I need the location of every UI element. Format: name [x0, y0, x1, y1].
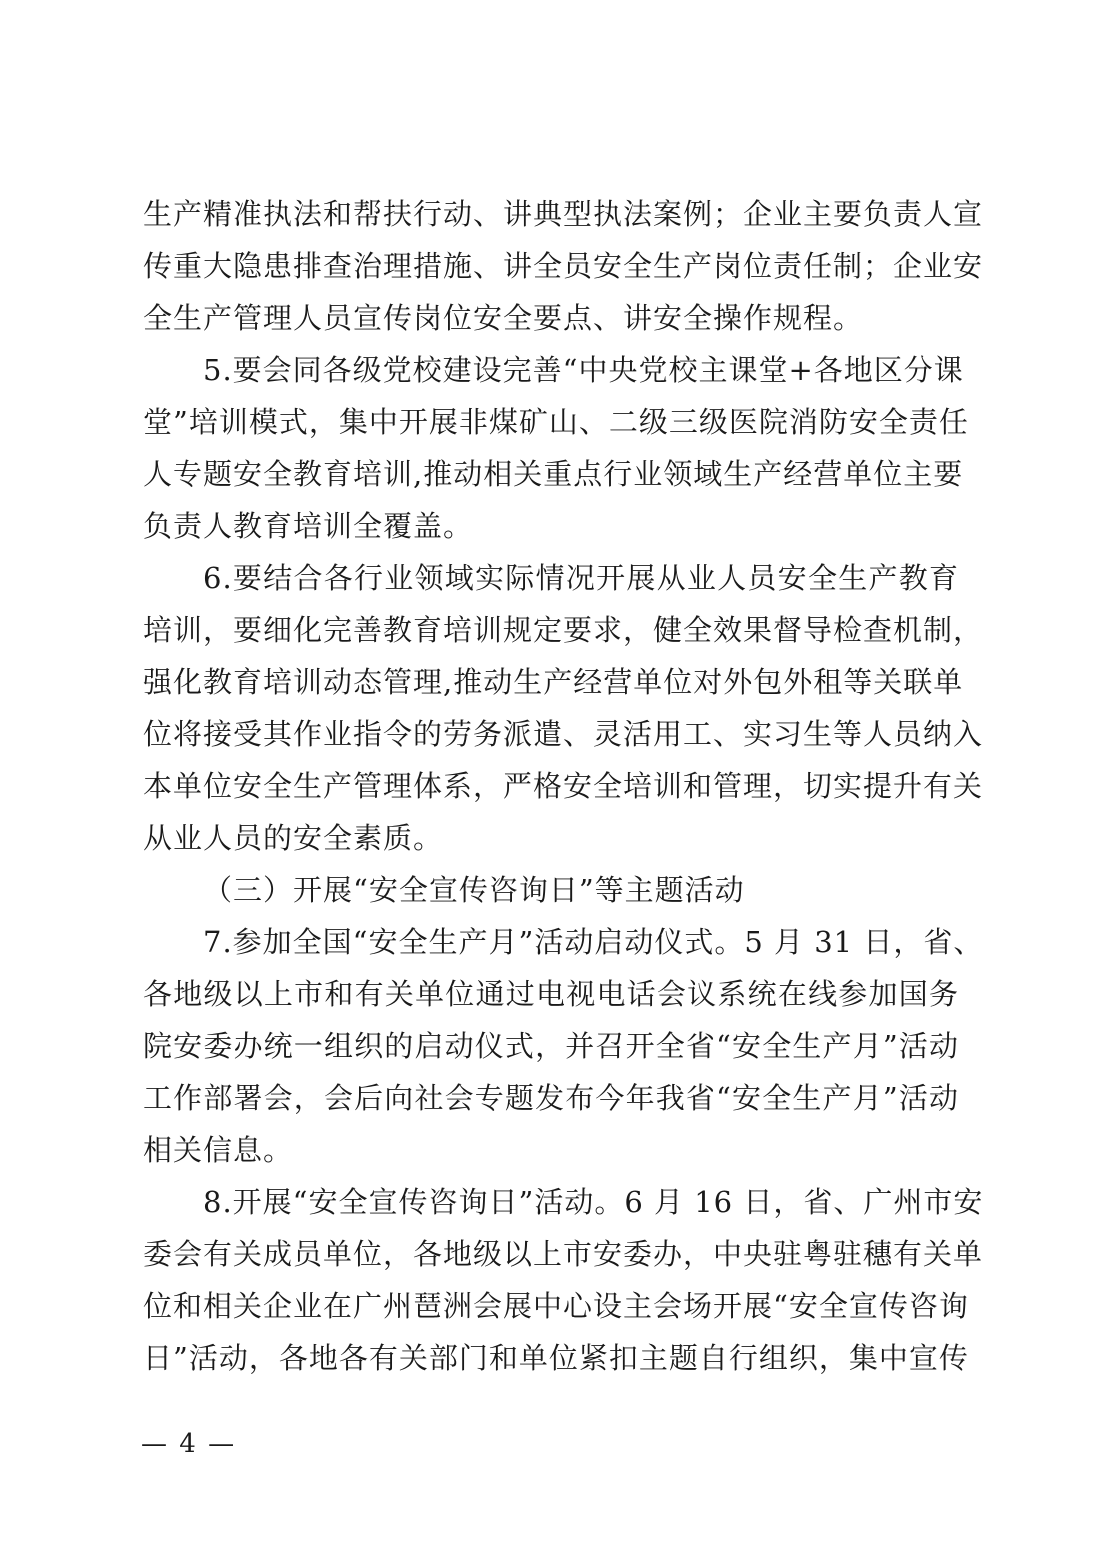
body-line: 生产精准执法和帮扶行动、讲典型执法案例；企业主要负责人宣	[143, 197, 984, 231]
page-number: — 4 —	[141, 1429, 237, 1459]
body-line: 传重大隐患排查治理措施、讲全员安全生产岗位责任制；企业安	[143, 249, 984, 283]
body-line: 本单位安全生产管理体系，严格安全培训和管理，切实提升有关	[143, 769, 984, 803]
body-line: 堂”培训模式，集中开展非煤矿山、二级三级医院消防安全责任	[143, 405, 969, 439]
section-heading: （三）开展“安全宣传咨询日”等主题活动	[203, 873, 745, 907]
body-line: 委会有关成员单位，各地级以上市安委办，中央驻粤驻穗有关单	[143, 1237, 984, 1271]
body-line: 负责人教育培训全覆盖。	[143, 509, 474, 543]
body-line: 相关信息。	[143, 1133, 294, 1167]
body-line: 位和相关企业在广州琶洲会展中心设主会场开展“安全宣传咨询	[143, 1289, 969, 1323]
body-line: 各地级以上市和有关单位通过电视电话会议系统在线参加国务	[143, 977, 959, 1011]
body-line: 培训，要细化完善教育培训规定要求，健全效果督导检查机制，	[143, 613, 984, 647]
body-line: 从业人员的安全素质。	[143, 821, 444, 855]
body-line: 院安委办统一组织的启动仪式，并召开全省“安全生产月”活动	[143, 1029, 959, 1063]
body-line: 日”活动，各地各有关部门和单位紧扣主题自行组织，集中宣传	[143, 1341, 969, 1375]
body-line: 位将接受其作业指令的劳务派遣、灵活用工、实习生等人员纳入	[143, 717, 984, 751]
paragraph-5-first-line: 5.要会同各级党校建设完善“中央党校主课堂+各地区分课	[203, 353, 964, 387]
paragraph-7-first-line: 7.参加全国“安全生产月”活动启动仪式。5 月 31 日，省、	[203, 925, 984, 959]
body-line: 人专题安全教育培训,推动相关重点行业领域生产经营单位主要	[143, 457, 964, 491]
paragraph-6-first-line: 6.要结合各行业领域实际情况开展从业人员安全生产教育	[203, 561, 959, 595]
body-line: 全生产管理人员宣传岗位安全要点、讲安全操作规程。	[143, 301, 864, 335]
body-line: 工作部署会，会后向社会专题发布今年我省“安全生产月”活动	[143, 1081, 959, 1115]
paragraph-8-first-line: 8.开展“安全宣传咨询日”活动。6 月 16 日，省、广州市安	[203, 1185, 984, 1219]
body-line: 强化教育培训动态管理,推动生产经营单位对外包外租等关联单	[143, 665, 964, 699]
